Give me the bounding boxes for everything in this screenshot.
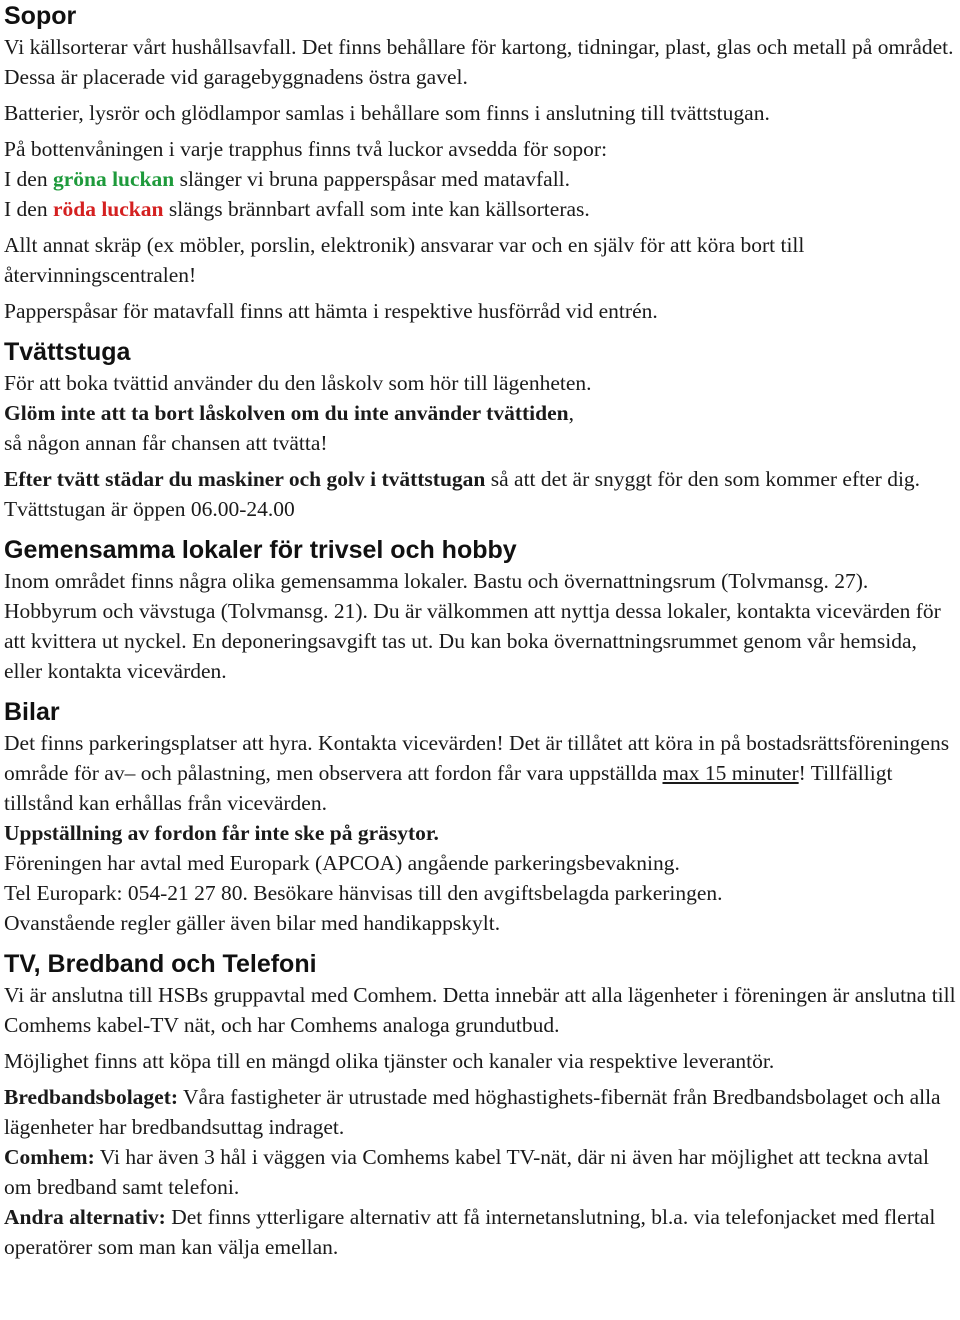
paragraph-red-lid: I den röda luckan slängs brännbart avfall som inte kan källsorteras. [4,197,590,221]
paragraph: så någon annan får chansen att tvätta! [4,431,328,455]
heading-lokaler: Gemensamma lokaler för trivsel och hobby [4,536,517,564]
section-tvattstuga [4,336,956,524]
paragraph-comhem: Comhem: Vi har även 3 hål i väggen via Comhems kabel TV-nät, där ni även har möjlighet att teckna avtal om bredband samt telefoni. [4,1145,929,1199]
section-tv [4,948,956,1262]
paragraph-andra-alternativ: Andra alternativ: Det finns ytterligare alternativ att få internetanslutning, bl.a. via telefonjacket med flertal operatörer som man kan välja emellan. [4,1205,936,1259]
paragraph: Ovanstående regler gäller även bilar med handikappskylt. [4,911,501,935]
paragraph-bredbandsbolaget: Bredbandsbolaget: Våra fastigheter är utrustade med höghastighets-fibernät från Bredbandsbolaget och alla lägenheter har bredbandsuttag indraget. [4,1085,941,1139]
paragraph: Tel Europark: 054-21 27 80. Besökare hänvisas till den avgiftsbelagda parkeringen. [4,881,723,905]
paragraph-parking: Det finns parkeringsplatser att hyra. Kontakta vicevärden! Det är tillåtet att köra in på bostadsrättsföreningens område för av– och pålastning, men observera att fordon får vara uppställda max 15 minuter! Tillfälligt tillstånd kan erhållas från vicevärden. [4,731,950,815]
paragraph-green-lid: I den gröna luckan slänger vi bruna papperspåsar med matavfall. [4,167,571,191]
section-lokaler [4,534,956,686]
paragraph: Inom området finns några olika gemensamma lokaler. Bastu och övernattningsrum (Tolvmansg. 27). Hobbyrum och vävstuga (Tolvmansg. 21). Du är välkommen att nyttja dessa lokaler, kontakta vicevärden för att kvittera ut nyckel. En deponeringsavgift tas ut. Du kan boka övernattningsrummet genom vår hemsida, eller kontakta vicevärden. [4,569,941,683]
paragraph: Föreningen har avtal med Europark (APCOA) angående parkeringsbevakning. [4,851,680,875]
heading-sopor: Sopor [4,2,77,30]
paragraph-bold-notice: Glöm inte att ta bort låskolven om du inte använder tvättiden, [4,401,574,425]
paragraph-bold-rule: Uppställning av fordon får inte ske på gräsytor. [4,821,439,845]
red-lid-label: röda luckan [52,197,164,221]
heading-bilar: Bilar [4,698,60,726]
green-lid-label: gröna luckan [52,167,175,191]
paragraph: Batterier, lysrör och glödlampor samlas i behållare som finns i anslutning till tvättstugan. [4,101,770,125]
section-sopor [4,0,956,326]
paragraph: Allt annat skräp (ex möbler, porslin, elektronik) ansvarar var och en själv för att köra bort till återvinningscentralen! [4,233,805,287]
paragraph: Möjlighet finns att köpa till en mängd olika tjänster och kanaler via respektive leverantör. [4,1049,775,1073]
section-bilar [4,696,956,938]
paragraph: På bottenvåningen i varje trapphus finns två luckor avsedda för sopor: [4,137,608,161]
heading-tvattstuga: Tvättstuga [4,338,131,366]
paragraph: Vi är anslutna till HSBs gruppavtal med Comhem. Detta innebär att alla lägenheter i föreningen är anslutna till Comhems kabel-TV nät, och har Comhems analoga grundutbud. [4,983,956,1037]
paragraph: Papperspåsar för matavfall finns att hämta i respektive husförråd vid entrén. [4,299,658,323]
paragraph-cleaning: Efter tvätt städar du maskiner och golv i tvättstugan så att det är snyggt för den som kommer efter dig. Tvättstugan är öppen 06.00-24.00 [4,467,921,521]
heading-tv: TV, Bredband och Telefoni [4,950,317,978]
underlined-limit: max 15 minuter [662,761,799,785]
paragraph: För att boka tvättid använder du den låskolv som hör till lägenheten. [4,371,592,395]
paragraph: Vi källsorterar vårt hushållsavfall. Det finns behållare för kartong, tidningar, plast, glas och metall på området. Dessa är placerade vid garagebyggnadens östra gavel. [4,35,954,89]
